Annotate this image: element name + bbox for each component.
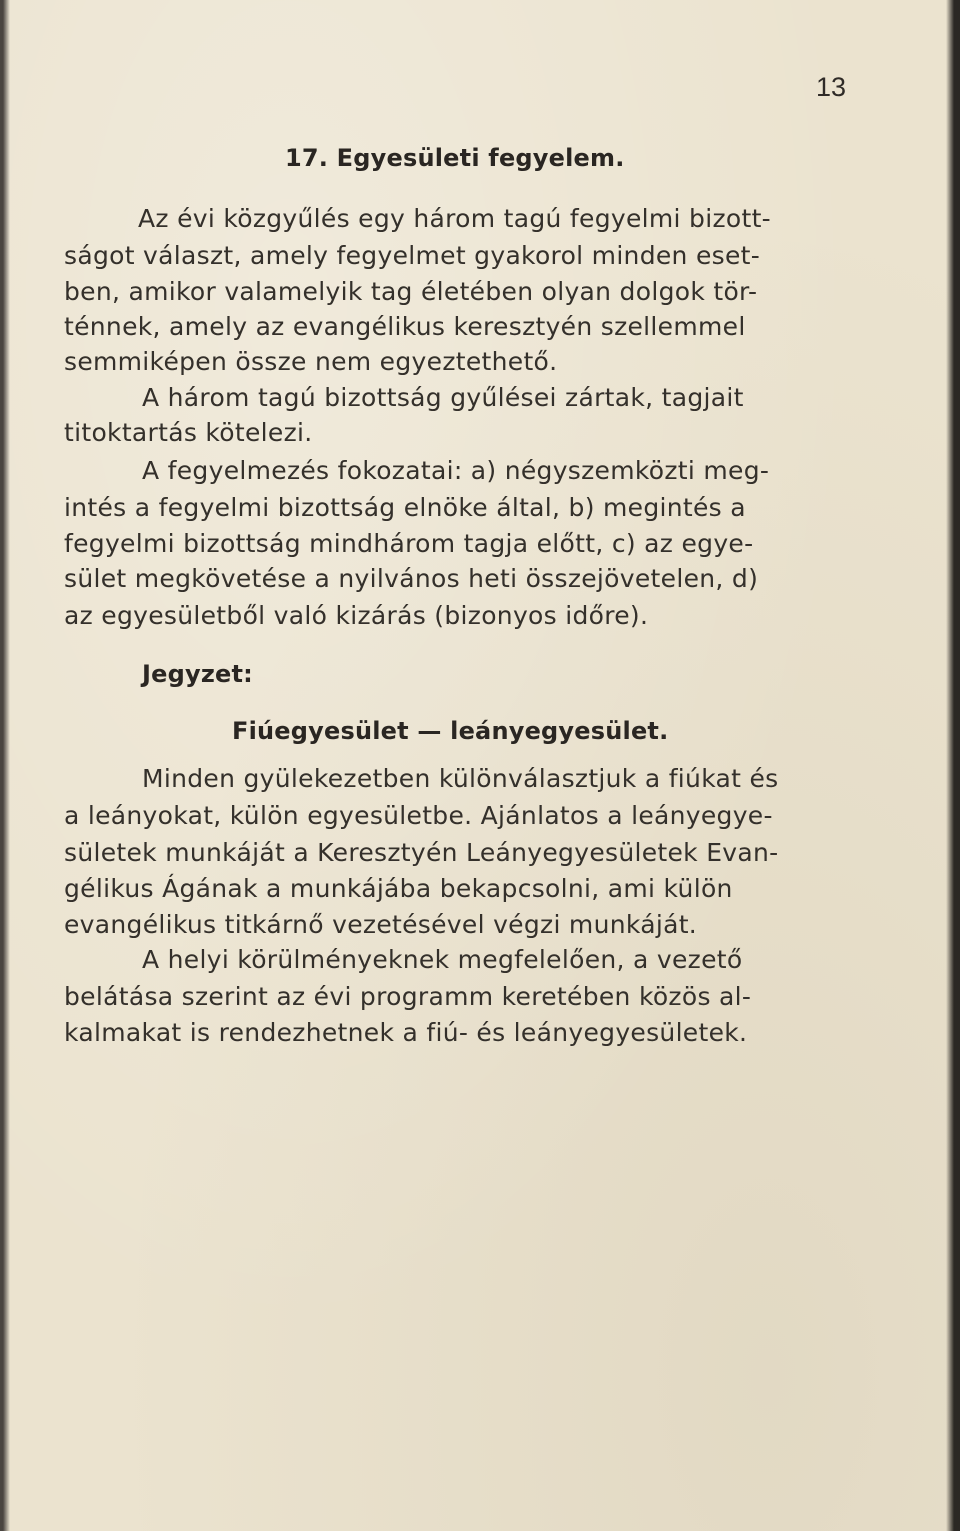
paragraph-1-line-1 xyxy=(64,204,848,233)
page-right-edge-shadow xyxy=(946,0,960,1531)
paragraph-2-line-2: titoktartás kötelezi. xyxy=(64,418,313,447)
note-heading: Jegyzet: xyxy=(142,660,253,688)
paragraph-1-line-2: ságot választ, amely fegyelmet gyakorol minden eset- xyxy=(64,241,761,270)
paragraph-5-line-1: A helyi körülményeknek megfelelően, a vezető xyxy=(142,945,743,974)
paragraph-4-line-4: gélikus Ágának a munkájába bekapcsolni, ami külön xyxy=(64,874,733,903)
paragraph-3-line-3: fegyelmi bizottság mindhárom tagja előtt, c) az egye- xyxy=(64,529,754,558)
paragraph-4-line-3: sületek munkáját a Keresztyén Leányegyesületek Evan- xyxy=(64,838,779,867)
paragraph-4-line-5: evangélikus titkárnő vezetésével végzi munkáját. xyxy=(64,910,698,939)
paragraph-5-line-3: kalmakat is rendezhetnek a fiú- és leányegyesületek. xyxy=(64,1018,748,1047)
paragraph-4-line-2: a leányokat, külön egyesületbe. Ajánlatos a leányegye- xyxy=(64,801,773,830)
page-left-edge-shadow xyxy=(0,0,10,1531)
paragraph-3-line-1: A fegyelmezés fokozatai: a) négyszemközti meg- xyxy=(142,456,770,485)
section-title: 17. Egyesületi fegyelem. xyxy=(285,144,625,172)
paragraph-1-line-1-text: Az évi közgyűlés egy három tagú fegyelmi bizott- xyxy=(138,204,771,233)
paragraph-1-line-3: ben, amikor valamelyik tag életében olyan dolgok tör- xyxy=(64,277,758,306)
paragraph-2-line-1: A három tagú bizottság gyűlései zártak, tagjait xyxy=(142,383,744,412)
paragraph-3-line-4: sület megkövetése a nyilvános heti összejövetelen, d) xyxy=(64,564,759,593)
page-number: 13 xyxy=(815,72,846,102)
paragraph-3-line-2: intés a fegyelmi bizottság elnöke által, b) megintés a xyxy=(64,493,746,522)
paragraph-1-line-4: ténnek, amely az evangélikus keresztyén szellemmel xyxy=(64,312,746,341)
paragraph-1-line-5: semmiképen össze nem egyeztethető. xyxy=(64,347,558,376)
paragraph-4-line-1: Minden gyülekezetben különválasztjuk a fiúkat és xyxy=(142,764,779,793)
paragraph-5-line-2: belátása szerint az évi programm keretében közös al- xyxy=(64,982,752,1011)
subheading: Fiúegyesület — leányegyesület. xyxy=(232,717,669,745)
paragraph-3-line-5: az egyesületből való kizárás (bizonyos időre). xyxy=(64,601,649,630)
